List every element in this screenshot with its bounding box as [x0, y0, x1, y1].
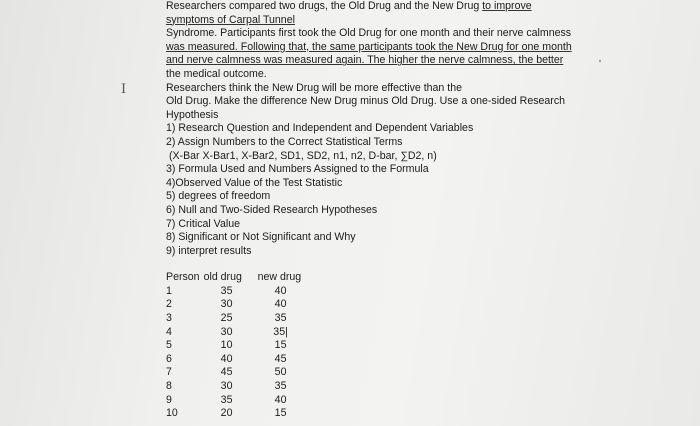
cell-old: 30 — [220, 325, 233, 338]
cell-person: 5 — [166, 339, 172, 352]
cell-old: 35 — [220, 284, 233, 297]
cell-old: 25 — [220, 312, 233, 325]
step-item: 4)Observed Value of the Test Statistic — [166, 176, 343, 189]
table-row — [166, 366, 308, 380]
cell-new: 35 — [274, 380, 287, 393]
intro-line-3: Syndrome. Participants first took the Old Drug for one month and their nerve calmness — [166, 27, 572, 40]
cell-new: 35| — [273, 325, 288, 338]
cell-new: 15 — [274, 407, 287, 420]
hypothesis-line-3: Hypothesis — [166, 108, 219, 121]
cell-old: 30 — [220, 380, 233, 393]
cell-person: 9 — [166, 393, 172, 406]
cell-new: 40 — [274, 298, 287, 311]
table-row — [166, 285, 308, 299]
step-item: 6) Null and Two-Sided Research Hypotheses — [166, 203, 378, 216]
cell-new: 40 — [274, 393, 287, 406]
header-old-drug: old drug — [203, 271, 242, 284]
cell-person: 3 — [166, 312, 172, 325]
text-cursor-icon: I — [121, 82, 127, 97]
table-row — [166, 326, 308, 340]
step-item: 1) Research Question and Independent and Dependent Variables — [166, 122, 474, 135]
cell-old: 30 — [220, 298, 233, 311]
cell-new: 15 — [274, 339, 287, 352]
cell-old: 45 — [220, 366, 233, 379]
intro-line-4: was measured. Following that, the same participants took the New Drug for one month — [166, 40, 572, 53]
cell-person: 10 — [166, 407, 178, 420]
step-item: 3) Formula Used and Numbers Assigned to the Formula — [166, 163, 429, 176]
cell-person: 1 — [166, 284, 172, 297]
hypothesis-line-1: Researchers think the New Drug will be more effective than the — [166, 81, 462, 94]
step-item: 5) degrees of freedom — [166, 190, 271, 203]
header-new-drug: new drug — [257, 271, 302, 284]
table-header-row — [166, 271, 308, 285]
question-text — [166, 0, 596, 421]
cell-old: 20 — [220, 407, 233, 420]
paragraph-hypothesis — [166, 82, 596, 123]
step-item: 8) Significant or Not Significant and Why — [166, 231, 356, 244]
cell-person: 2 — [166, 298, 172, 311]
paragraph-intro — [166, 0, 596, 82]
cell-person: 8 — [166, 380, 172, 393]
data-table — [166, 271, 308, 421]
intro-line-5: and nerve calmness was measured again. The higher the nerve calmness, the better — [166, 54, 564, 67]
table-row — [166, 353, 308, 367]
table-row — [166, 394, 308, 408]
step-item: 9) interpret results — [166, 244, 252, 257]
steps-list — [166, 122, 596, 258]
step-item: 7) Critical Value — [166, 217, 240, 230]
table-row — [166, 298, 308, 312]
cell-old: 10 — [220, 339, 233, 352]
cell-old: 40 — [220, 352, 233, 365]
intro-line-6: the medical outcome. — [166, 67, 267, 80]
cell-new: 45 — [274, 352, 287, 365]
cell-person: 4 — [166, 325, 172, 338]
stray-mark — [599, 60, 601, 62]
cell-person: 6 — [166, 352, 172, 365]
cell-new: 35 — [274, 312, 287, 325]
cell-new: 50 — [274, 366, 287, 379]
hypothesis-line-2: Old Drug. Make the difference New Drug minus Old Drug. Use a one-sided Research — [166, 95, 566, 108]
table-row — [166, 407, 308, 421]
cell-old: 35 — [220, 393, 233, 406]
cell-person: 7 — [166, 366, 172, 379]
cell-new: 40 — [274, 284, 287, 297]
table-row — [166, 312, 308, 326]
table-row — [166, 380, 308, 394]
step-item: 2) Assign Numbers to the Correct Statistical Terms — [166, 135, 403, 148]
intro-line-1: Researchers compared two drugs, the Old Drug and the New Drug to improve — [166, 0, 532, 12]
table-row — [166, 339, 308, 353]
header-person: Person — [166, 271, 200, 284]
step-item: (X-Bar X-Bar1, X-Bar2, SD1, SD2, n1, n2, D-bar, ∑D2, n) — [166, 149, 437, 162]
blank-line — [166, 258, 596, 271]
intro-line-2: symptoms of Carpal Tunnel — [166, 13, 295, 26]
